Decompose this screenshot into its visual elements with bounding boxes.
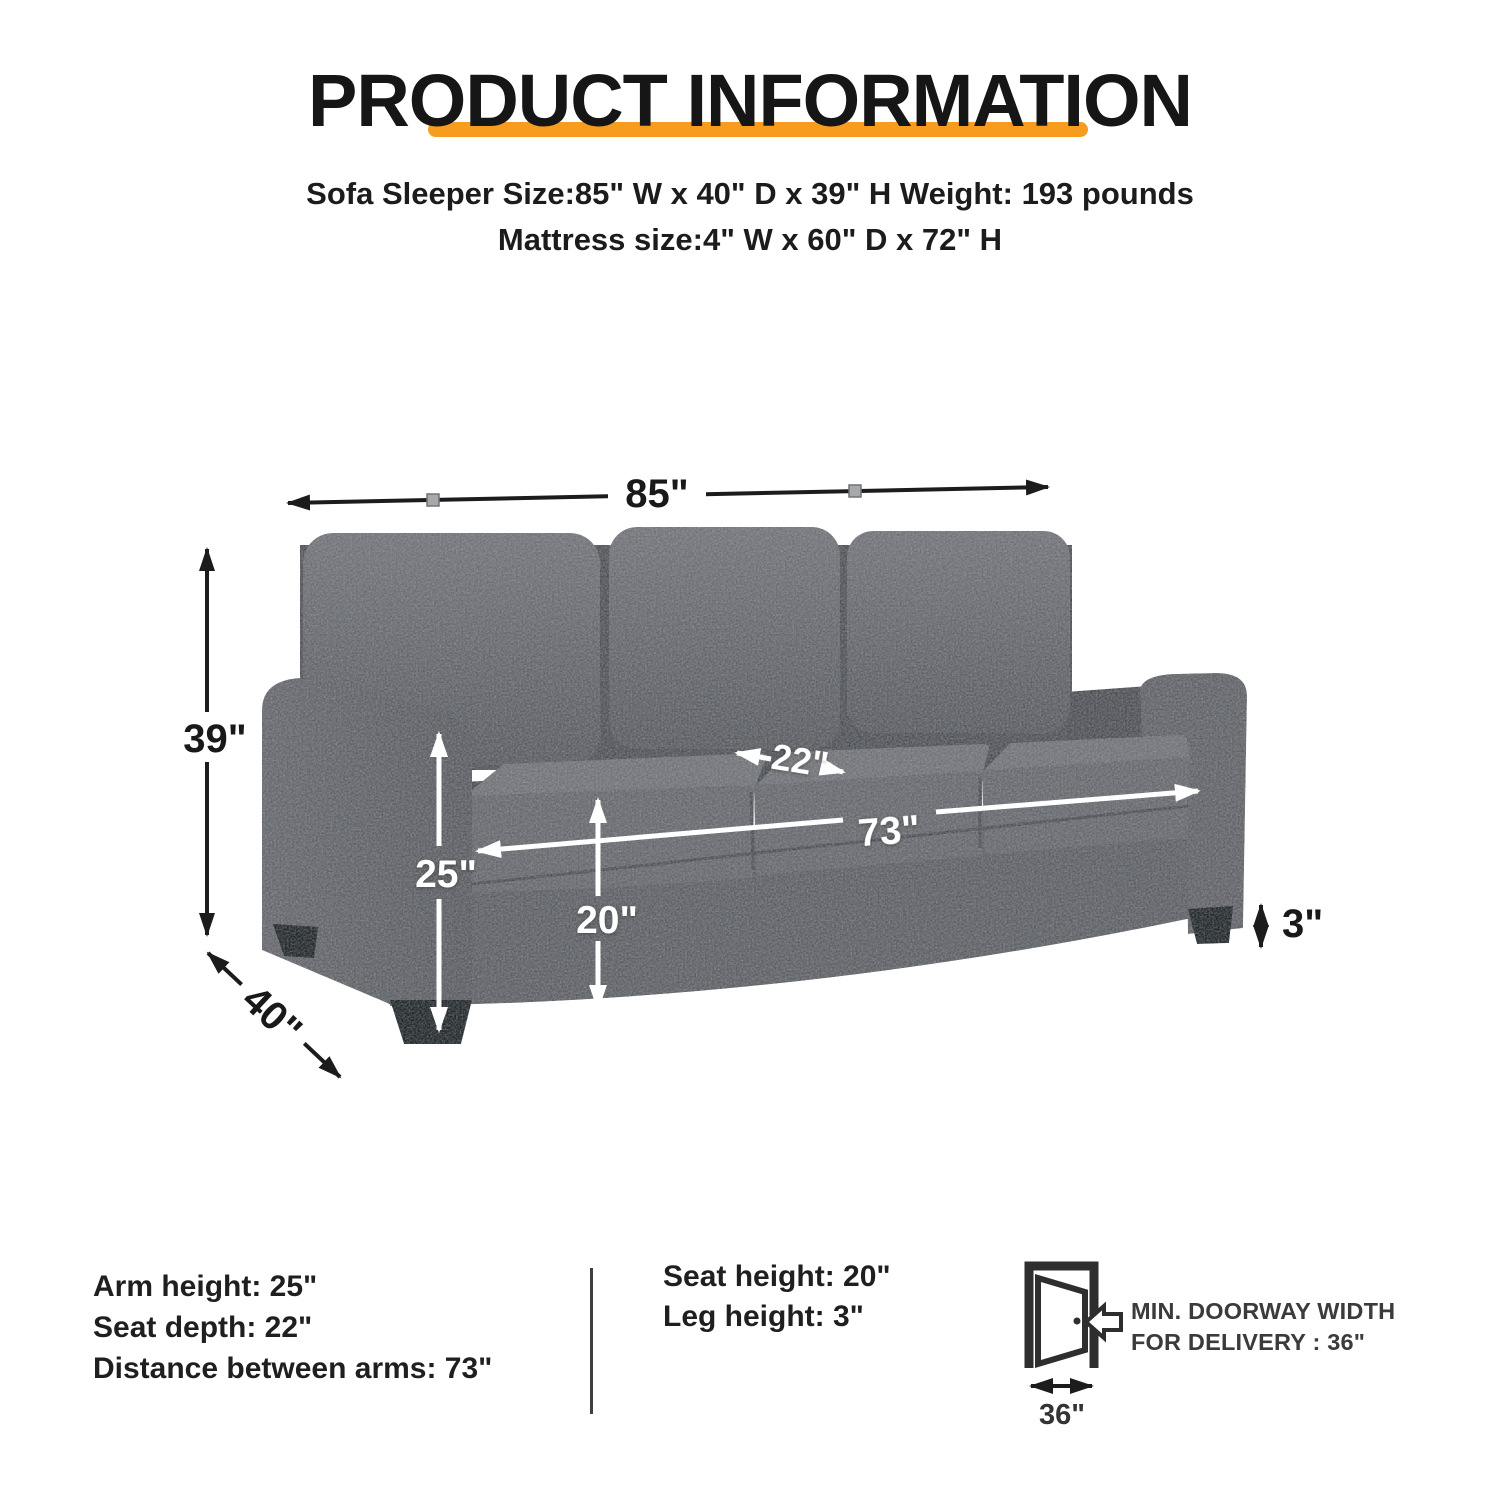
door-knob <box>1074 1318 1081 1325</box>
seat-height-label: 20" <box>576 899 638 942</box>
sofa-back-cushion-middle <box>609 527 840 749</box>
doorway-icon <box>1029 1266 1121 1431</box>
spec-column-middle <box>663 1257 891 1337</box>
sofa-leg <box>390 1000 472 1044</box>
cushion-divider <box>751 792 753 870</box>
spec-seat-depth: Seat depth: 22" <box>93 1311 313 1344</box>
dimension-line-marker <box>849 485 861 497</box>
dimension-width <box>288 472 1048 516</box>
width-label: 85" <box>625 472 689 516</box>
dimension-height <box>174 549 254 935</box>
sofa-leg <box>1188 906 1233 944</box>
dimension-leg-height <box>1261 902 1323 947</box>
height-label: 39" <box>183 717 247 761</box>
spec-divider <box>590 1268 593 1414</box>
spec-arm-height: Arm height: 25" <box>93 1270 318 1303</box>
between-arms-label: 73" <box>856 807 922 856</box>
spec-seat-height: Seat height: 20" <box>663 1260 891 1293</box>
depth-label: 40" <box>233 977 311 1053</box>
delivery-note-line1: MIN. DOORWAY WIDTH <box>1131 1298 1396 1324</box>
sofa-back-cushion-right <box>847 531 1070 733</box>
delivery-note <box>1131 1296 1395 1358</box>
dimension-line-marker <box>427 494 439 506</box>
spec-distance-between-arms: Distance between arms: 73" <box>93 1352 493 1385</box>
spec-column-left <box>93 1266 492 1389</box>
sofa-illustration <box>262 527 1247 1044</box>
leg-height-label: 3" <box>1282 902 1324 946</box>
doorway-width-label: 36" <box>1038 1399 1086 1431</box>
arm-height-label: 25" <box>415 853 477 896</box>
sofa-size-line: Sofa Sleeper Size:85" W x 40" D x 39" H Weight: 193 pounds <box>306 176 1194 211</box>
seat-depth-label: 22" <box>768 735 832 786</box>
page-title: PRODUCT INFORMATION <box>308 59 1192 142</box>
mattress-size-line: Mattress size:4" W x 60" D x 72" H <box>497 222 1003 257</box>
delivery-note-line2: FOR DELIVERY : 36" <box>1131 1329 1366 1355</box>
spec-leg-height: Leg height: 3" <box>663 1300 864 1333</box>
